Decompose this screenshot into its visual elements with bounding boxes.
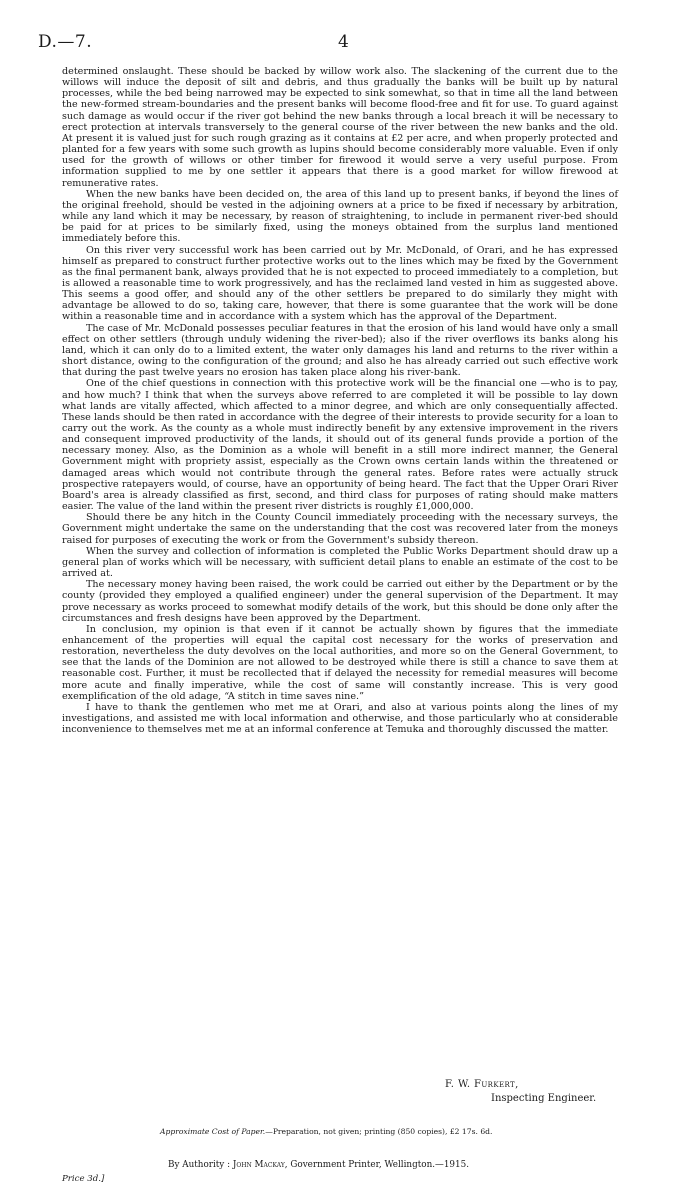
paragraph: When the survey and collection of information is completed the Public Works Department should draw up a general plan of works which will be necessary, with sufficient detail plans to enable an estimate of the cost to be arrived at. <box>62 545 618 580</box>
cost-label: Approximate Cost of Paper. <box>160 1127 266 1136</box>
price-note: Price 3d.] <box>62 1174 105 1184</box>
cost-of-paper-note <box>160 1127 492 1136</box>
paragraph: determined onslaught. These should be backed by willow work also. The slackening of the current due to the willows will induce the deposit of silt and debris, and thus gradually the banks will be built up by natural processes, while the bed being narrowed may be expected to sink somewhat, so that in time all the land between the new-formed stream-boundaries and the present banks will become flood-free and fit for use. To guard against such damage as would occur if the river got behind the new banks through a local breach it will be necessary to erect protection at intervals transversely to the general course of the river between the new banks and the old. At present it is valued just for such rough grazing as it contains at £2 per acre, and when properly protected and planted for a few years with some such growth as lupins should become considerably more valuable. Even if only used for the growth of willows or other timber for firewood it would serve a very useful purpose. From information supplied to me by one settler it appears that there is a good market for willow firewood at remunerative rates. <box>62 66 618 189</box>
cost-text: —Preparation, not given; printing (850 copies), £2 17s. 6d. <box>265 1127 493 1136</box>
page-number: 4 <box>338 32 349 52</box>
signatory-name: F. W. Furkert, <box>445 1079 519 1090</box>
report-body <box>62 66 618 735</box>
paragraph: The case of Mr. McDonald possesses peculiar features in that the erosion of his land would have only a small effect on other settlers (through unduly widening the river-bed); also if the river overflows its banks along his land, which it can only do to a limited extent, the water only damages his land and returns to the river within a short distance, owing to the configuration of the ground; and also he has already carried out such effective work that during the past twelve years no erosion has taken place along his river-bank. <box>62 322 618 379</box>
paragraph: On this river very successful work has been carried out by Mr. McDonald, of Orari, and he has expressed himself as prepared to construct further protective works out to the lines which may be fixed by the Government as the final permanent bank, always provided that he is not expected to proceed immediately to a completion, but is allowed a reasonable time to work progressively, and has the reclaimed land vested in him as suggested above. This seems a good offer, and should any of the other settlers be prepared to do similarly they might with advantage be allowed to do so, taking care, however, that there is some guarantee that the work will be done within a reasonable time and in accordance with a system which has the approval of the Department. <box>62 244 618 323</box>
document-series-code: D.—7. <box>38 32 93 52</box>
paragraph: The necessary money having been raised, the work could be carried out either by the Department or by the county (provided they employed a qualified engineer) under the general supervision of the Department. It may prove necessary as works proceed to somewhat modify details of the work, but this should be done only after the circumstances and fresh designs have been approved by the Department. <box>62 579 618 624</box>
paragraph: I have to thank the gentlemen who met me at Orari, and also at various points along the lines of my investigations, and assisted me with local information and otherwise, and those particularly who at considerable inconvenience to themselves met me at an informal conference at Temuka and thoroughly discussed the matter. <box>62 701 618 736</box>
paragraph: In conclusion, my opinion is that even if it cannot be actually shown by figures that the immediate enhancement of the properties will equal the capital cost necessary for the works of preservation and restoration, nevertheless the duty devolves on the local authorities, and more so on the General Government, to see that the lands of the Dominion are not allowed to be destroyed while there is still a chance to save them at reasonable cost. Further, it must be recollected that if delayed the necessity for remedial measures will become more acute and finally imperative, while the cost of same will constantly increase. This is very good exemplification of the old adage, “A stitch in time saves nine.” <box>62 623 618 702</box>
paragraph: Should there be any hitch in the County Council immediately proceeding with the necessary surveys, the Government might undertake the same on the understanding that the cost was recovered later from the moneys raised for purposes of executing the work or from the Government's subsidy thereon. <box>62 512 618 546</box>
signature-block <box>445 1078 596 1106</box>
paragraph: When the new banks have been decided on, the area of this land up to present banks, if beyond the lines of the original freehold, should be vested in the adjoining owners at a price to be fixed if necessary by arbitration, while any land which it may be necessary, by reason of straightening, to include in permanent river-bed should be paid for at prices to be similarly fixed, using the moneys obtained from the surplus land mentioned immediately before this. <box>62 188 618 245</box>
authority-prefix: By Authority : <box>168 1160 231 1170</box>
printer-name: John Mackay, <box>232 1160 288 1170</box>
authority-suffix: Government Printer, Wellington.—1915. <box>290 1160 470 1170</box>
signatory-title: Inspecting Engineer. <box>491 1093 597 1104</box>
printer-authority-line <box>168 1160 469 1170</box>
paragraph: One of the chief questions in connection with this protective work will be the financial one —who is to pay, and how much? I think that when the surveys above referred to are completed it will be possible to lay down what lands are vitally affected, which affected to a minor degree, and which are only consequentially affected. These lands should be then rated in accordance with the degree of their interests to provide security for a loan to carry out the work. As the county as a whole must indirectly benefit by any extensive improvement in the rivers and consequent improved productivity of the lands, it should out of its general funds provide a portion of the necessary money. Also, as the Dominion as a whole will benefit in a still more indirect manner, the General Government might with propriety assist, especially as the Crown owns certain lands within the threatened or damaged areas which would not contribute through the general rates. Before rates were actually struck prospective ratepayers would, of course, have an opportunity of being heard. The fact that the Upper Orari River Board's area is already classified as first, second, and third class for purposes of rating should make matters easier. The value of the land within the present river districts is roughly £1,000,000. <box>62 378 618 513</box>
